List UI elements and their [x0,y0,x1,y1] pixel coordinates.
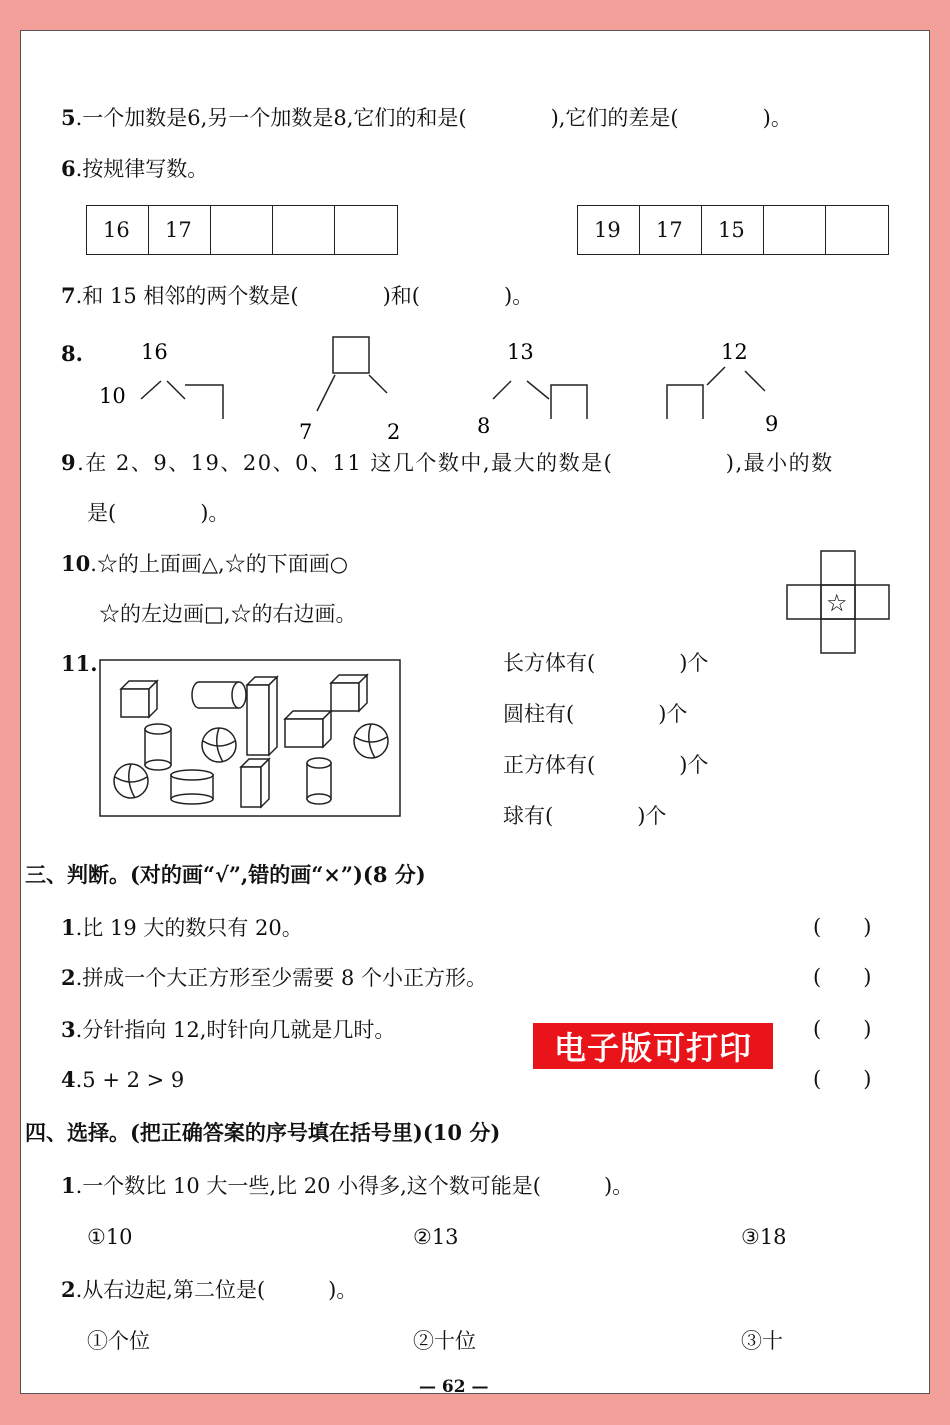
cylinder-count: 圆柱有( )个 [503,702,688,726]
question-10: 10.☆的上面画△,☆的下面画○ [61,551,349,576]
sequence-cell: 17 [640,206,702,254]
sequence-cell[interactable] [826,206,888,254]
judge-item-3: 3.分针指向 12,时针向几就是几时。 [61,1017,396,1042]
sequence-cell: 17 [149,206,211,254]
sequence-cell[interactable] [764,206,826,254]
option[interactable]: ①10 [87,1225,133,1249]
sequence-cell[interactable] [273,206,335,254]
section-4-title: 四、选择。(把正确答案的序号填在括号里)(10 分) [25,1120,501,1145]
judge-item-1: 1.比 19 大的数只有 20。 [61,915,303,940]
page-number: — 62 — [419,1377,489,1397]
question-11-number: 11. [61,651,98,676]
option[interactable]: ③18 [741,1225,787,1249]
tree-4-right: 9 [765,412,779,436]
question-9: 9.在 2、9、19、20、0、11 这几个数中,最大的数是( ),最小的数 [61,450,834,475]
solids-picture [99,659,401,819]
answer-paren[interactable]: ( ) [813,965,872,989]
sequence-cell: 16 [87,206,149,254]
sequence-box-2 [577,205,889,255]
answer-paren[interactable]: ( ) [813,1067,872,1091]
tree-3-left: 8 [477,414,491,438]
answer-paren[interactable]: ( ) [813,915,872,939]
answer-paren[interactable]: ( ) [813,1017,872,1041]
judge-item-2: 2.拼成一个大正方形至少需要 8 个小正方形。 [61,965,488,990]
tree-2-left: 7 [299,420,313,444]
choice-question-1: 1.一个数比 10 大一些,比 20 小得多,这个数可能是( )。 [61,1173,634,1198]
choice-question-2: 2.从右边起,第二位是( )。 [61,1277,358,1302]
sequence-cell: 19 [578,206,640,254]
tree-2-right: 2 [387,420,401,444]
tree-1-left: 10 [99,384,126,408]
question-8-number: 8. [61,341,83,366]
tree-1-top: 16 [141,340,168,364]
printable-stamp: 电子版可打印 [533,1023,773,1069]
sequence-cell[interactable] [335,206,397,254]
section-3-title: 三、判断。(对的画“√”,错的画“×”)(8 分) [25,862,426,887]
question-9-line2: 是( )。 [87,501,230,525]
option[interactable]: ②13 [413,1225,459,1249]
sphere-count: 球有( )个 [503,804,667,828]
number-split-diagrams [81,331,841,444]
cuboid-count: 长方体有( )个 [503,651,709,675]
option[interactable]: ③十 [741,1329,783,1353]
question-7: 7.和 15 相邻的两个数是( )和( )。 [61,283,534,308]
sequence-cell: 15 [702,206,764,254]
tree-4-top: 12 [721,340,748,364]
star-icon: ☆ [826,589,848,617]
question-6: 6.按规律写数。 [61,156,209,181]
cube-count: 正方体有( )个 [503,753,709,777]
judge-item-4: 4.5 + 2 > 9 [61,1067,185,1092]
tree-3-top: 13 [507,340,534,364]
option[interactable]: ①个位 [87,1329,150,1353]
sequence-cell[interactable] [211,206,273,254]
option[interactable]: ②十位 [413,1329,476,1353]
cross-grid [785,549,893,659]
question-5: 5.一个加数是6,另一个加数是8,它们的和是( ),它们的差是( )。 [61,105,792,130]
sequence-box-1 [86,205,398,255]
question-10-line2: ☆的左边画□,☆的右边画。 [99,602,357,626]
worksheet-page [20,30,930,1397]
